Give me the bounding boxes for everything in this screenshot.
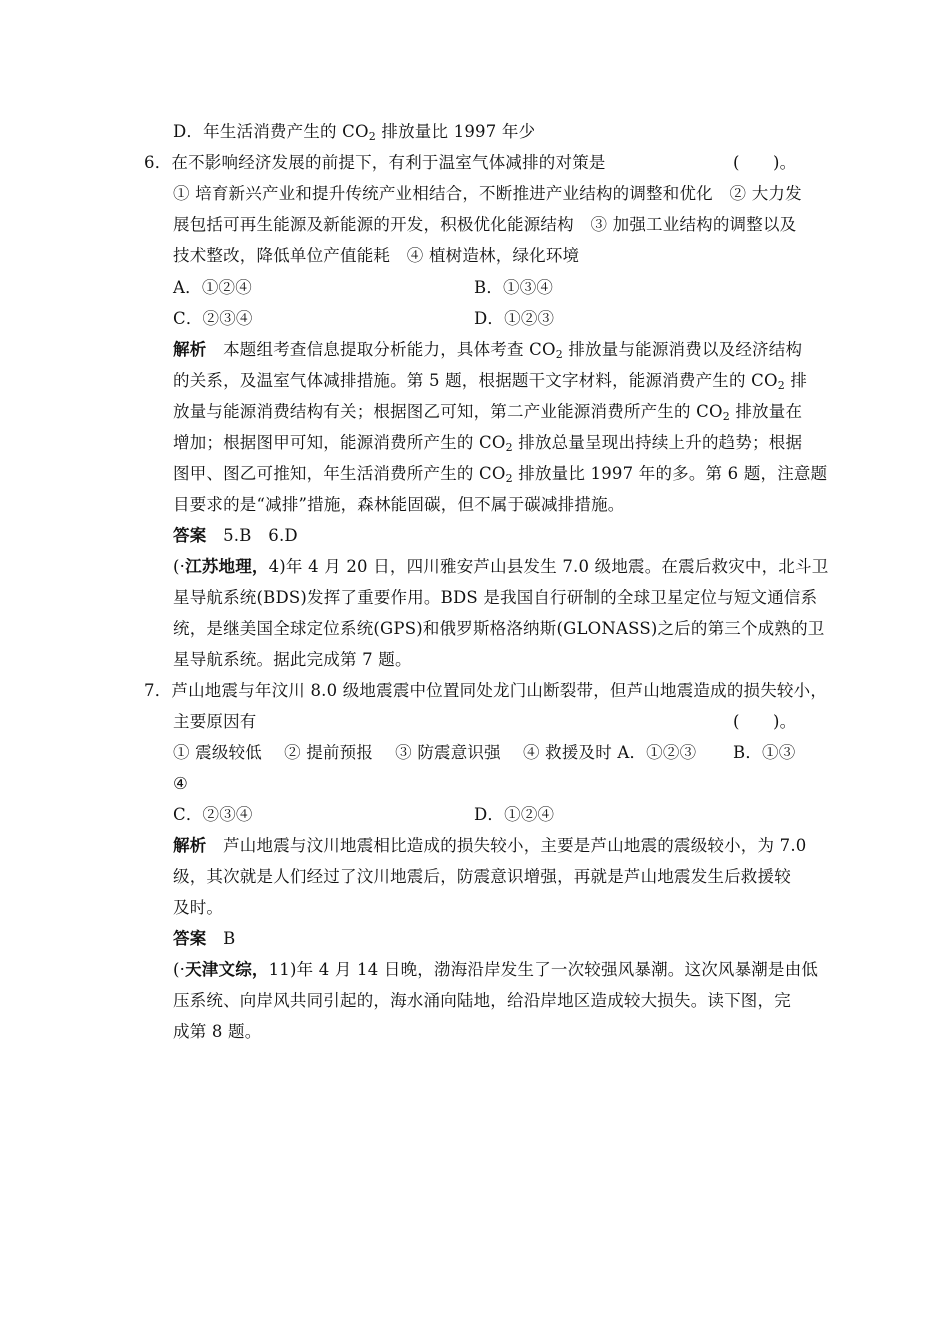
- q6-option-a: A．①②④: [173, 278, 252, 297]
- q7-items: ① 震级较低 ② 提前预报 ③ 防震意识强 ④ 救援及时 A．①②③: [173, 743, 697, 762]
- q6-items-line3: 技术整改，降低单位产值能耗 ④ 植树造林，绿化环境: [173, 246, 580, 265]
- q5-option-d: D．年生活消费产生的 $CO_2$ 排放量比 1997 年少: [173, 122, 536, 143]
- q6-stem: 6．在不影响经济发展的前提下，有利于温室气体减排的对策是: [144, 153, 606, 172]
- q7-option-c: C．②③④: [173, 805, 253, 824]
- q7-source-line3: 统，是继美国全球定位系统(GPS)和俄罗斯格洛纳斯(GLONASS)之后的第三个成熟的卫: [173, 619, 825, 638]
- analysis-label: 解析: [173, 340, 207, 359]
- q6-answer-paren: ( )。: [733, 153, 797, 172]
- q7-stem-line2: 主要原因有: [173, 712, 257, 731]
- analysis1-line4: 增加；根据图甲可知，能源消费所产生的 $CO_2$ 排放总量呈现出持续上升的趋势；根据: [173, 433, 803, 454]
- q6-option-c: C．②③④: [173, 309, 253, 328]
- q6-option-d: D．①②③: [474, 309, 555, 328]
- q8-source-line2: 压系统、向岸风共同引起的，海水涌向陆地，给沿岸地区造成较大损失。读下图，完: [173, 991, 791, 1010]
- source-name: 天津文综，: [185, 960, 269, 979]
- analysis1-line3: 放量与能源消费结构有关；根据图乙可知，第二产业能源消费所产生的 $CO_2$ 排放量在: [173, 402, 803, 423]
- analysis1-line5: 图甲、图乙可推知，年生活消费所产生的 $CO_2$ 排放量比 1997 年的多。第 6 题，注意题: [173, 464, 828, 485]
- q8-source-line3: 成第 8 题。: [173, 1022, 262, 1041]
- q7-option-b-continued: ④: [173, 774, 188, 793]
- q7-option-d: D．①②④: [474, 805, 555, 824]
- analysis1-line2: 的关系，及温室气体减排措施。第 5 题，根据题干文字材料，能源消费产生的 $CO_2$ 排: [173, 371, 808, 392]
- analysis1-line1: 解析 本题组考查信息提取分析能力，具体考查 $CO_2$ 排放量与能源消费以及经济结构: [173, 340, 803, 361]
- answer2: 答案 B: [173, 929, 236, 948]
- q6-items-line1: ① 培育新兴产业和提升传统产业相结合，不断推进产业结构的调整和优化 ② 大力发: [173, 184, 802, 203]
- q6-option-b: B．①③④: [474, 278, 554, 297]
- q7-answer-paren: ( )。: [733, 712, 797, 731]
- q7-stem-line1: 7．芦山地震与年汶川 8.0 级地震震中位置同处龙门山断裂带，但芦山地震造成的损失较小，: [144, 681, 828, 700]
- analysis-label: 解析: [173, 836, 207, 855]
- answer-label: 答案: [173, 526, 207, 545]
- analysis2-line1: 解析 芦山地震与汶川地震相比造成的损失较小，主要是芦山地震的震级较小，为 7.0: [173, 836, 807, 855]
- answer-label: 答案: [173, 929, 207, 948]
- answer1: 答案 5.B 6.D: [173, 526, 298, 545]
- q6-items-line2: 展包括可再生能源及新能源的开发，积极优化能源结构 ③ 加强工业结构的调整以及: [173, 215, 797, 234]
- analysis2-line2: 级，其次就是人们经过了汶川地震后，防震意识增强，再就是芦山地震发生后救援较: [173, 867, 791, 886]
- analysis2-line3: 及时。: [173, 898, 224, 917]
- q7-option-b: B．①③: [733, 743, 796, 762]
- q7-source-line4: 星导航系统。据此完成第 7 题。: [173, 650, 412, 669]
- q7-source-line1: (·江苏地理，4)年 4 月 20 日，四川雅安芦山县发生 7.0 级地震。在震后救灾中，北斗卫: [173, 557, 829, 576]
- q8-source-line1: (·天津文综，11)年 4 月 14 日晚，渤海沿岸发生了一次较强风暴潮。这次风暴潮是由低: [173, 960, 819, 979]
- source-name: 江苏地理，: [185, 557, 269, 576]
- q7-source-line2: 星导航系统(BDS)发挥了重要作用。BDS 是我国自行研制的全球卫星定位与短文通信系: [173, 588, 818, 607]
- analysis1-line6: 目要求的是“减排”措施，森林能固碳，但不属于碳减排措施。: [173, 495, 625, 514]
